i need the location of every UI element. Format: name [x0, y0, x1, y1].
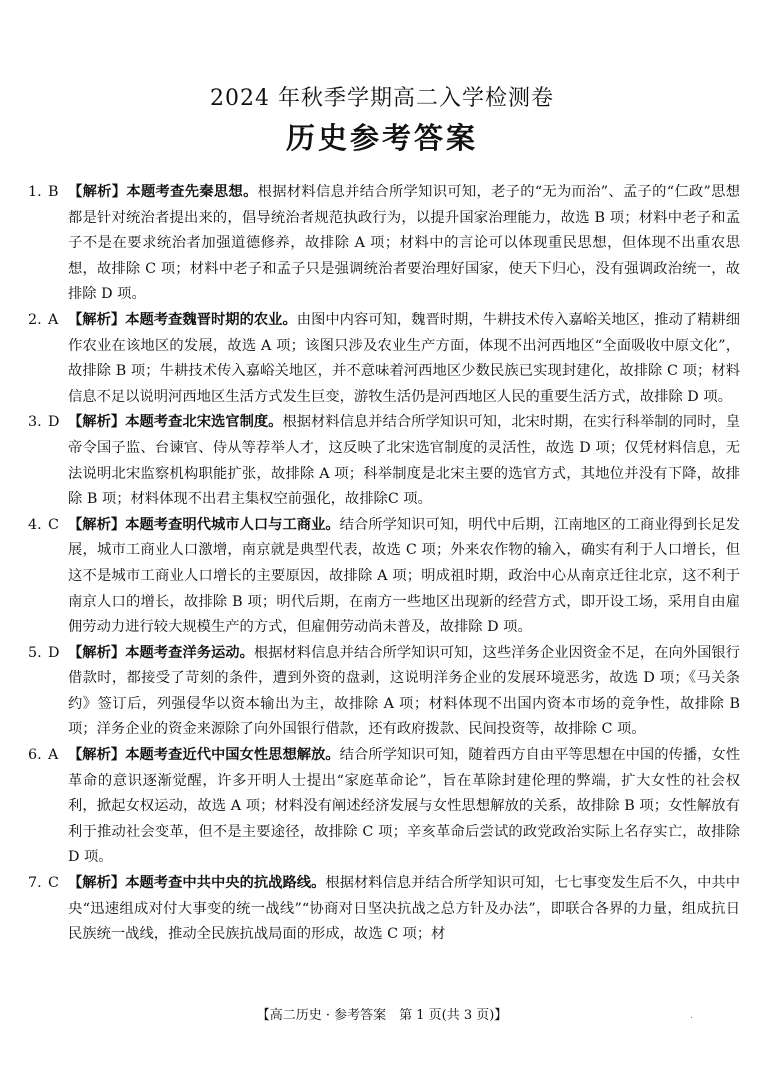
topic-label: 本题考查先秦思想。 — [126, 184, 258, 200]
answer-item-1 — [28, 180, 740, 308]
explanation-text: 根据材料信息并结合所学知识可知，这些洋务企业因资金不足，在向外国银行借款时，都接受了苛刻的条件，遭到外资的盘剥，这说明洋务企业的发展环境恶劣，故选 D 项；《马关条约》签订后，列强侵华以资本输出为主，故排除 A 项；材料体现不出国内资本市场的竞争性，故排除 B 项；洋务企业的资金来源除了向外国银行借款，还有政府拨款、民间投资等，故排除 C 项。 — [68, 644, 741, 738]
explanation — [68, 410, 740, 512]
topic-label: 本题考查洋务运动。 — [125, 644, 254, 661]
answer-item-2 — [28, 308, 740, 410]
explanation — [68, 743, 740, 871]
explanation — [68, 871, 740, 948]
corner-mark: . — [690, 1011, 693, 1021]
analysis-tag: 【解析】 — [68, 875, 126, 892]
answer-item-4 — [28, 513, 740, 641]
question-number: 5. — [28, 644, 42, 661]
question-number: 6. — [28, 747, 42, 764]
explanation-text: 根据材料信息并结合所学知识可知，老子的“无为而治”、孟子的“仁政”思想都是针对统治者提出来的，倡导统治者规范执政行为，以提升国家治理能力，故选 B 项；材料中老子和孟子不是在要求统治者加强道德修养，故排除 A 项；材料中的言论可以体现重民思想，但体现不出重农思想，故排除 C 项；材料中老子和孟子只是强调统治者要治理好国家，使天下归心，没有强调政治统一，故排除 D 项。 — [68, 184, 741, 303]
answer-letter: C — [48, 516, 59, 533]
topic-label: 本题考查明代城市人口与工商业。 — [125, 516, 340, 533]
topic-label: 本题考查魏晋时期的农业。 — [125, 311, 297, 328]
topic-label: 本题考查中共中央的抗战路线。 — [125, 875, 326, 892]
explanation-text: 根据材料信息并结合所学知识可知，北宋时期，在实行科举制的同时，皇帝令国子监、台谏官、侍从等荐举人才，这反映了北宋选官制度的灵活性，故选 D 项；仅凭材料信息，无法说明北宋监察机构职能扩张，故排除 A 项；科举制度是北宋主要的选官方式，其地位并没有下降，故排除 B 项；材料体现不出君主集权空前强化，故排除C 项。 — [68, 414, 741, 508]
explanation-text: 由图中内容可知，魏晋时期，牛耕技术传入嘉峪关地区，推动了精耕细作农业在该地区的发展，故选 A 项；该图只涉及农业生产方面，体现不出河西地区“全面吸收中原文化”，故排除 B 项；牛耕技术传入嘉峪关地区，并不意味着河西地区少数民族已实现封建化，故排除 C 项；材料信息不足以说明河西地区生活方式发生巨变，游牧生活仍是河西地区人民的重要生活方式，故排除 D 项。 — [68, 311, 741, 405]
page-subtitle: 历史参考答案 — [285, 121, 478, 155]
analysis-tag: 【解析】 — [68, 414, 126, 431]
answer-letter: C — [48, 875, 59, 892]
question-number: 3. — [28, 414, 42, 431]
answer-letter: B — [48, 184, 59, 200]
answer-letter: A — [48, 311, 59, 328]
analysis-tag: 【解析】 — [68, 184, 127, 200]
page-title: 2024 年秋季学期高二入学检测卷 — [210, 86, 554, 111]
question-number: 7. — [28, 875, 42, 892]
topic-label: 本题考查北宋选官制度。 — [125, 414, 283, 431]
analysis-tag: 【解析】 — [68, 516, 126, 533]
answer-item-5 — [28, 641, 740, 743]
answer-item-3 — [28, 410, 740, 512]
topic-label: 本题考查近代中国女性思想解放。 — [125, 747, 340, 764]
explanation — [68, 308, 740, 410]
explanation — [68, 513, 740, 641]
explanation-text: 结合所学知识可知，明代中后期，江南地区的工商业得到长足发展，城市工商业人口激增，南京就是典型代表，故选 C 项；外来农作物的输入，确实有利于人口增长，但这不是城市工商业人口增长的主要原因，故排除 A 项；明成祖时期，政治中心从南京迁往北京，这不利于南京人口的增长，故排除 B 项；明代后期，在南方一些地区出现新的经营方式，即开设工场，采用自由雇佣劳动力进行较大规模生产的方式，但雇佣劳动尚未普及，故排除 D 项。 — [68, 516, 741, 636]
answer-letter: D — [48, 414, 60, 431]
answer-item-7 — [28, 871, 740, 948]
question-number: 1. — [28, 184, 42, 200]
page-footer: 【高二历史 · 参考答案 第 1 页(共 3 页)】 — [256, 1008, 508, 1023]
explanation-text: 结合所学知识可知，随着西方自由平等思想在中国的传播，女性革命的意识逐渐觉醒，许多开明人士提出“家庭革命论”，旨在革除封建伦理的弊端，扩大女性的社会权利，掀起女权运动，故选 A 项；材料没有阐述经济发展与女性思想解放的关系，故排除 B 项；女性解放有利于推动社会变革，但不是主要途径，故排除 C 项；辛亥革命后尝试的政党政治实际上名存实亡，故排除 D 项。 — [68, 747, 741, 866]
answer-item-6 — [28, 743, 740, 871]
question-number: 2. — [28, 311, 42, 328]
analysis-tag: 【解析】 — [68, 747, 126, 764]
explanation — [68, 641, 740, 743]
explanation-text: 根据材料信息并结合所学知识可知，七七事变发生后不久，中共中央“迅速组成对付大事变的统一战线”“协商对日坚决抗战之总方针及办法”，即联合各界的力量，组成抗日民族统一战线，推动全民族抗战局面的形成，故选 C 项；材 — [68, 875, 741, 943]
answer-letter: A — [48, 747, 59, 764]
explanation — [68, 180, 740, 308]
answer-letter: D — [48, 644, 60, 661]
question-number: 4. — [28, 516, 42, 533]
answer-list — [28, 180, 740, 948]
analysis-tag: 【解析】 — [68, 311, 126, 328]
analysis-tag: 【解析】 — [68, 644, 126, 661]
